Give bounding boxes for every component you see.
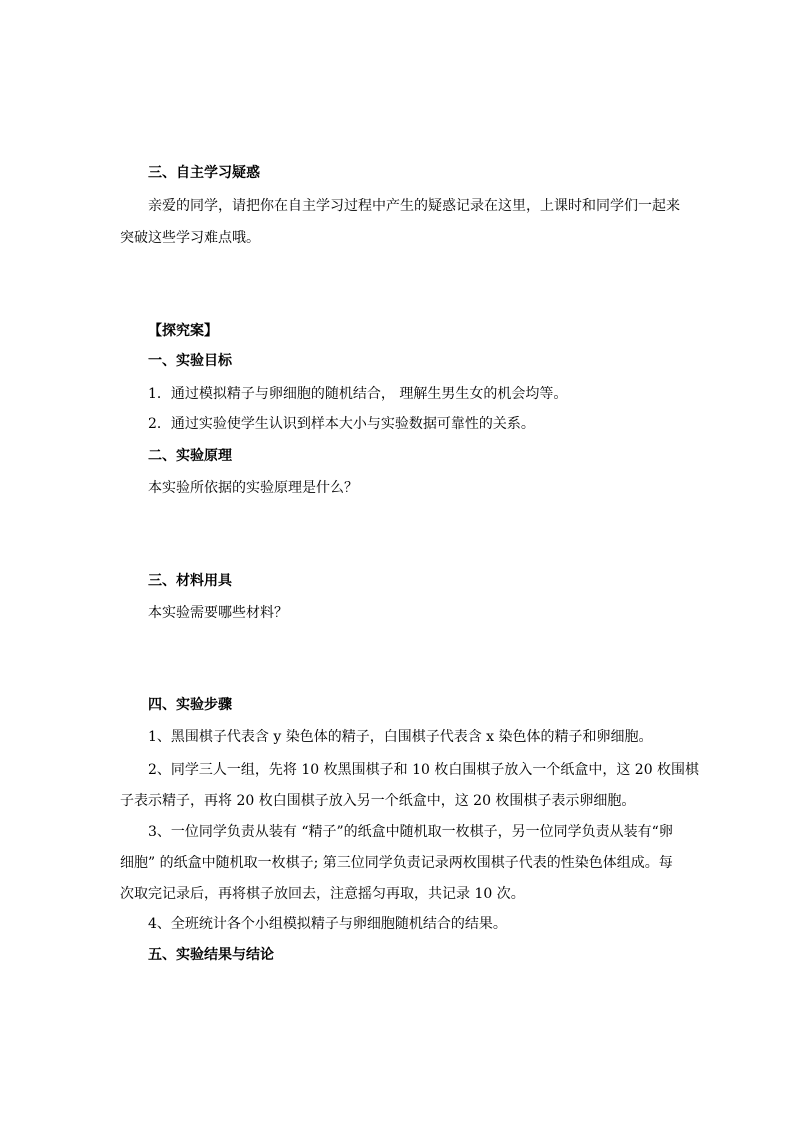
section-heading-principle: 二、实验原理 [148, 448, 232, 464]
inquiry-title: 【探究案】 [148, 323, 218, 339]
paragraph-line: 突破这些学习难点哦。 [120, 230, 260, 246]
step-3-line: 细胞” 的纸盒中随机取一枚棋子; 第三位同学负责记录两枚围棋子代表的性染色体组成。每 [120, 855, 673, 871]
paragraph-line: 亲爱的同学，请把你在自主学习过程中产生的疑惑记录在这里，上课时和同学们一起来 [148, 198, 680, 214]
section-heading-goal: 一、实验目标 [148, 353, 232, 369]
step-3-line: 3、一位同学负责从装有 “精子”的纸盒中随机取一枚棋子，另一位同学负责从装有“卵 [148, 824, 673, 840]
step-1: 1、黑围棋子代表含 y 染色体的精子，白围棋子代表含 x 染色体的精子和卵细胞。 [148, 729, 653, 745]
section-heading-self-study: 三、自主学习疑惑 [148, 165, 260, 181]
section-heading-steps: 四、实验步骤 [148, 697, 232, 713]
section-heading-materials: 三、材料用具 [148, 573, 232, 589]
step-3-line: 次取完记录后，再将棋子放回去，注意摇匀再取，共记录 10 次。 [120, 886, 525, 902]
step-4: 4、全班统计各个小组模拟精子与卵细胞随机结合的结果。 [148, 916, 507, 932]
goal-item: 2．通过实验使学生认识到样本大小与实验数据可靠性的关系。 [148, 416, 535, 432]
step-2-line: 2、同学三人一组，先将 10 枚黑围棋子和 10 枚白围棋子放入一个纸盒中，这 20 枚围棋 [148, 762, 700, 778]
principle-question: 本实验所依据的实验原理是什么？ [148, 480, 358, 496]
goal-item: 1．通过模拟精子与卵细胞的随机结合， 理解生男生女的机会均等。 [148, 386, 568, 402]
materials-question: 本实验需要哪些材料？ [148, 605, 288, 621]
section-heading-results: 五、实验结果与结论 [148, 947, 274, 963]
step-2-line: 子表示精子，再将 20 枚白围棋子放入另一个纸盒中，这 20 枚围棋子表示卵细胞。 [120, 793, 636, 809]
